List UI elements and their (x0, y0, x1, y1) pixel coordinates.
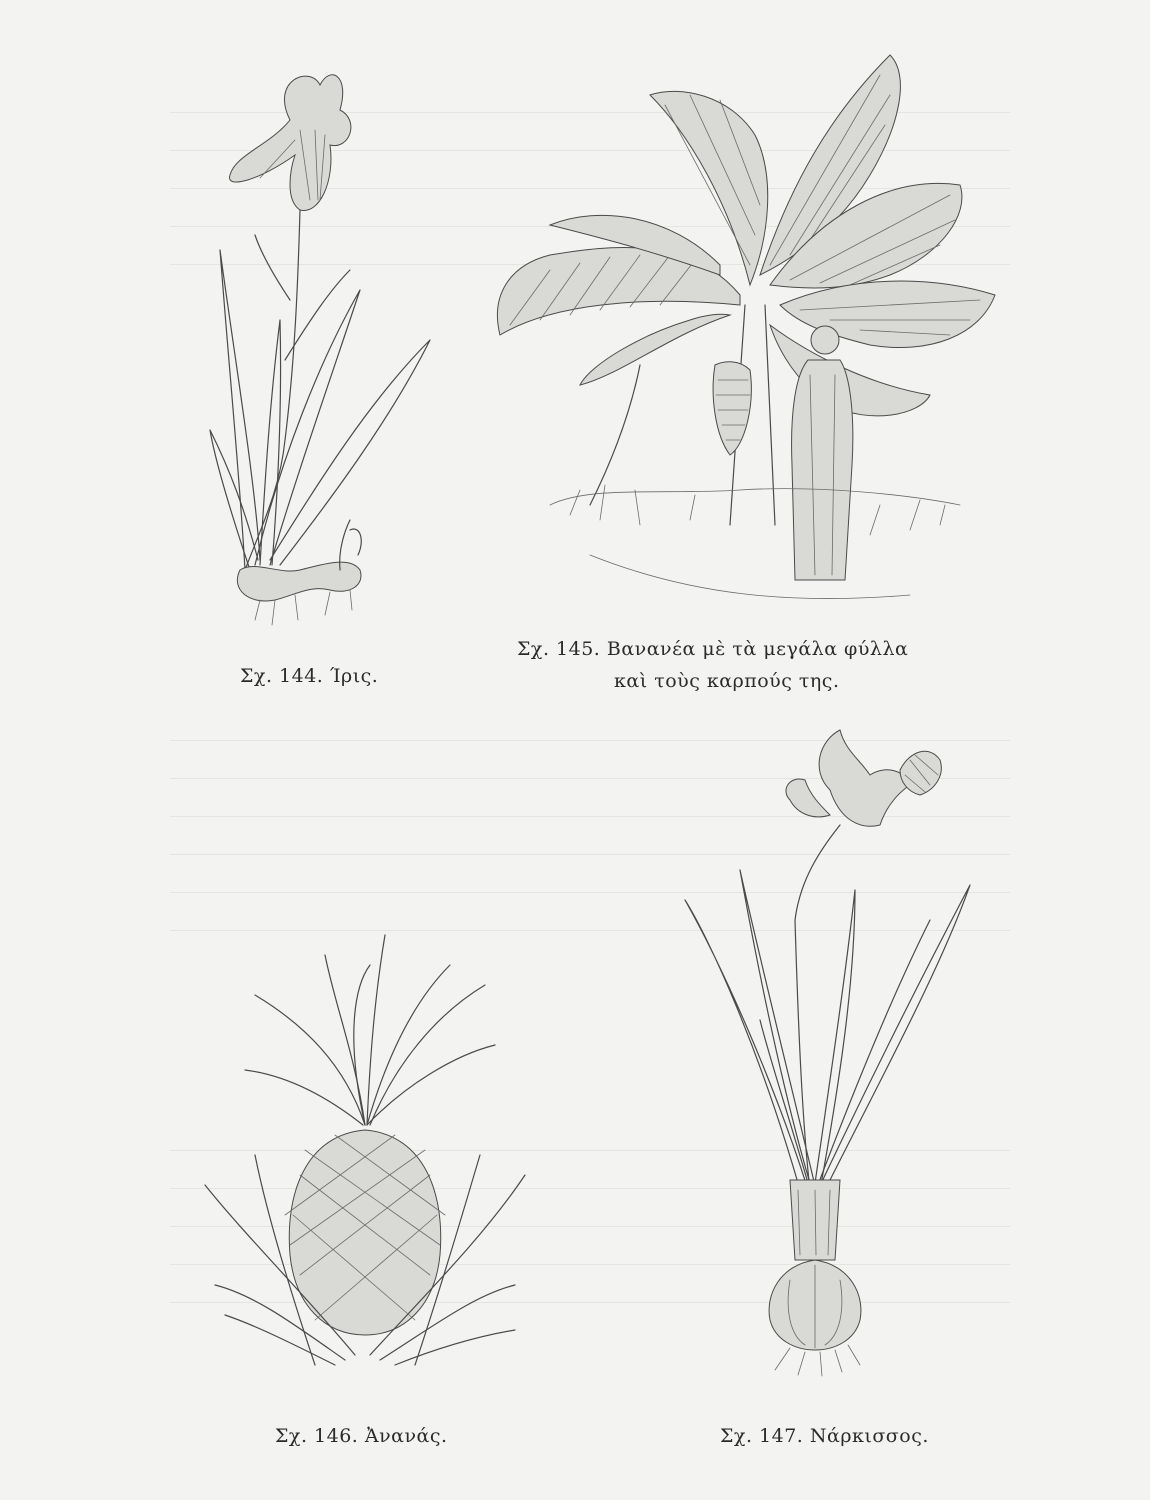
caption-fig-147: Σχ. 147. Νάρκισσος. (720, 1425, 929, 1447)
pineapple-illustration (195, 925, 535, 1395)
caption-fig-145-line2: καὶ τοὺς καρπούς της. (614, 670, 840, 692)
narcissus-illustration (670, 720, 980, 1380)
caption-fig-144: Σχ. 144. Ίρις. (240, 665, 379, 687)
iris-illustration (200, 60, 440, 640)
caption-fig-145-line1: Σχ. 145. Βανανέα μὲ τὰ μεγάλα φύλλα (517, 638, 909, 660)
caption-fig-146: Σχ. 146. Ἀνανάς. (275, 1425, 448, 1447)
banana-tree-illustration (490, 35, 1000, 610)
